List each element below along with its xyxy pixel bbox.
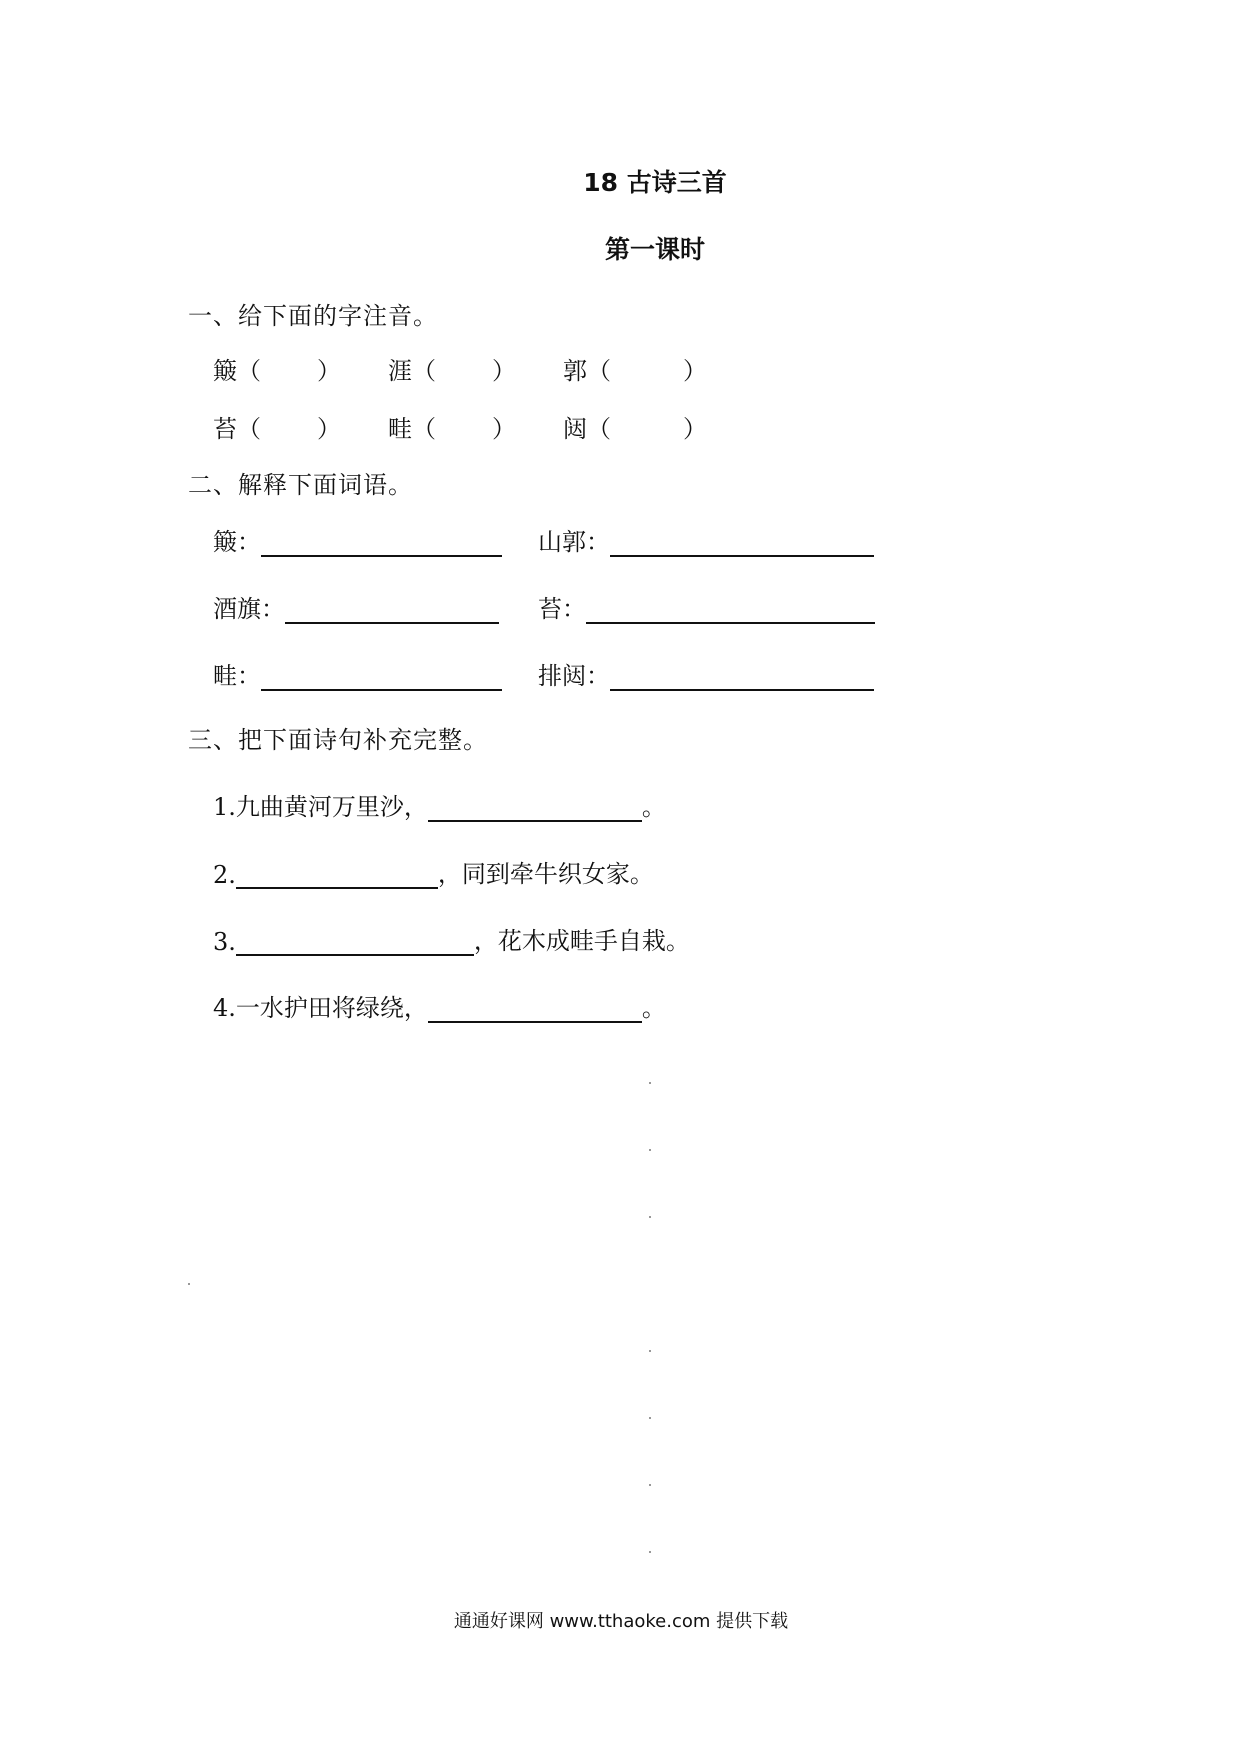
pinyin-row-2 xyxy=(0,409,1240,445)
page-subtitle: 第一课时 xyxy=(604,235,705,264)
paren-open: （ xyxy=(587,415,611,443)
definition-label: 畦： xyxy=(213,662,261,690)
definition-label: 苔： xyxy=(538,595,586,623)
scan-dot xyxy=(188,1283,190,1285)
pinyin-char: 畦 xyxy=(388,415,412,443)
scan-dot xyxy=(649,1082,651,1084)
scan-dot xyxy=(649,1551,651,1553)
pinyin-item xyxy=(563,351,707,386)
answer-blank[interactable] xyxy=(586,600,875,624)
paren-close: ） xyxy=(492,357,516,385)
poem-prefix: 1.九曲黄河万里沙， xyxy=(213,793,428,821)
pinyin-item xyxy=(388,409,516,444)
pinyin-char: 闼 xyxy=(563,415,587,443)
definition-item xyxy=(213,589,499,624)
pinyin-item xyxy=(213,409,341,444)
page-title: 18 古诗三首 xyxy=(583,168,727,197)
poem-prefix: 2. xyxy=(213,861,236,889)
answer-blank[interactable] xyxy=(285,600,499,624)
scan-dot xyxy=(649,1149,651,1151)
pinyin-char: 涯 xyxy=(388,357,412,385)
pinyin-item xyxy=(563,409,707,444)
paren-close: ） xyxy=(683,357,707,385)
paren-open: （ xyxy=(412,357,436,385)
scan-dot xyxy=(649,1417,651,1419)
section3-heading: 三、把下面诗句补充完整。 xyxy=(188,726,488,754)
poem-prefix: 3. xyxy=(213,928,236,956)
paren-close: ） xyxy=(492,415,516,443)
definition-item xyxy=(538,656,874,691)
definition-label: 山郭： xyxy=(538,528,610,556)
definition-label: 簸： xyxy=(213,528,261,556)
poem-line-3 xyxy=(213,921,690,956)
paren-close: ） xyxy=(683,415,707,443)
definition-label: 排闼： xyxy=(538,662,610,690)
poem-suffix: 。 xyxy=(641,793,666,821)
paren-close: ） xyxy=(317,357,341,385)
poem-blank[interactable] xyxy=(428,798,642,822)
paren-open: （ xyxy=(587,357,611,385)
section1-heading: 一、给下面的字注音。 xyxy=(188,302,438,330)
definition-item xyxy=(538,589,875,624)
paren-open: （ xyxy=(237,357,261,385)
pinyin-char: 簸 xyxy=(213,357,237,385)
answer-blank[interactable] xyxy=(610,667,874,691)
pinyin-item xyxy=(388,351,516,386)
poem-suffix: 。 xyxy=(641,994,666,1022)
paren-open: （ xyxy=(412,415,436,443)
pinyin-char: 苔 xyxy=(213,415,237,443)
paren-close: ） xyxy=(317,415,341,443)
scan-dot xyxy=(649,1350,651,1352)
definition-item xyxy=(538,522,874,557)
pinyin-row-1 xyxy=(0,351,1240,387)
poem-suffix: ，同到牵牛织女家。 xyxy=(437,860,654,888)
pinyin-char: 郭 xyxy=(563,357,587,385)
poem-suffix: ，花木成畦手自栽。 xyxy=(473,927,690,955)
answer-blank[interactable] xyxy=(261,667,502,691)
poem-line-2 xyxy=(213,854,654,889)
paren-open: （ xyxy=(237,415,261,443)
poem-prefix: 4.一水护田将绿绕， xyxy=(213,994,428,1022)
answer-blank[interactable] xyxy=(261,533,502,557)
poem-line-1 xyxy=(213,787,666,822)
scan-dot xyxy=(649,1484,651,1486)
poem-line-4 xyxy=(213,988,666,1023)
definition-item xyxy=(213,656,502,691)
poem-blank[interactable] xyxy=(428,999,642,1023)
scan-dot xyxy=(649,1216,651,1218)
poem-blank[interactable] xyxy=(236,865,438,889)
answer-blank[interactable] xyxy=(610,533,874,557)
definition-label: 酒旗： xyxy=(213,595,285,623)
definition-item xyxy=(213,522,502,557)
poem-blank[interactable] xyxy=(236,932,474,956)
pinyin-item xyxy=(213,351,341,386)
section2-heading: 二、解释下面词语。 xyxy=(188,471,413,499)
footer-credit: 通通好课网 www.tthaoke.com 提供下载 xyxy=(453,1611,789,1632)
